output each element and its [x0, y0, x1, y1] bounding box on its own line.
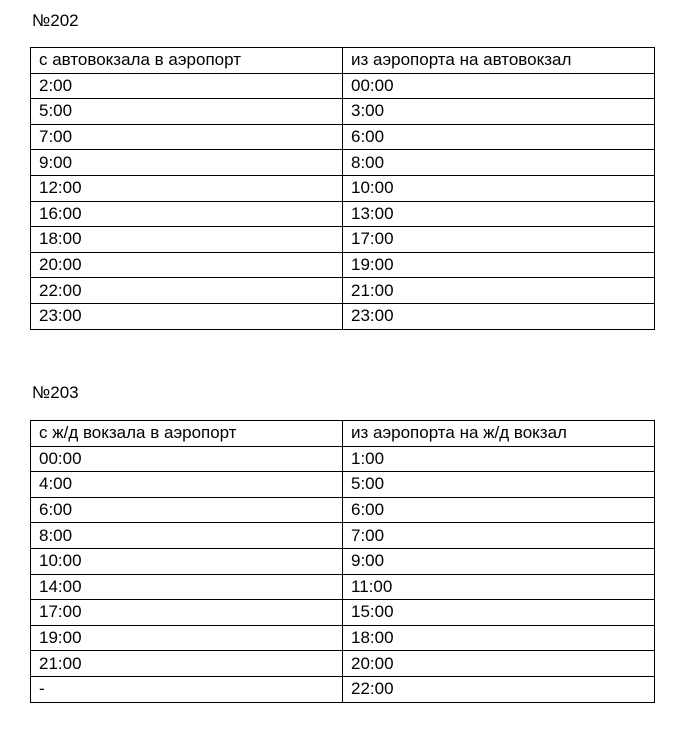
route-203-schedule-table — [30, 420, 655, 703]
table-row — [31, 150, 655, 176]
departure-to-airport: 21:00 — [31, 651, 343, 677]
table-row — [31, 124, 655, 150]
table-row — [31, 446, 655, 472]
departure-to-airport: 19:00 — [31, 625, 343, 651]
table-row — [31, 600, 655, 626]
departure-from-airport: 21:00 — [343, 278, 655, 304]
table-row — [31, 676, 655, 702]
departure-from-airport: 7:00 — [343, 523, 655, 549]
column-header-from-airport: из аэропорта на автовокзал — [343, 48, 655, 74]
departure-to-airport: - — [31, 676, 343, 702]
departure-to-airport: 17:00 — [31, 600, 343, 626]
departure-from-airport: 15:00 — [343, 600, 655, 626]
departure-from-airport: 6:00 — [343, 497, 655, 523]
departure-from-airport: 13:00 — [343, 201, 655, 227]
table-row — [31, 175, 655, 201]
table-row — [31, 303, 655, 329]
table-header-row — [31, 48, 655, 74]
table-row — [31, 99, 655, 125]
departure-to-airport: 10:00 — [31, 548, 343, 574]
departure-from-airport: 8:00 — [343, 150, 655, 176]
table-header-row — [31, 421, 655, 447]
departure-to-airport: 18:00 — [31, 227, 343, 253]
departure-to-airport: 2:00 — [31, 73, 343, 99]
departure-to-airport: 8:00 — [31, 523, 343, 549]
column-header-to-airport: с ж/д вокзала в аэропорт — [31, 421, 343, 447]
table-row — [31, 201, 655, 227]
departure-to-airport: 9:00 — [31, 150, 343, 176]
departure-from-airport: 18:00 — [343, 625, 655, 651]
departure-to-airport: 22:00 — [31, 278, 343, 304]
table-row — [31, 278, 655, 304]
departure-from-airport: 19:00 — [343, 252, 655, 278]
table-row — [31, 252, 655, 278]
departure-to-airport: 23:00 — [31, 303, 343, 329]
departure-from-airport: 9:00 — [343, 548, 655, 574]
departure-from-airport: 17:00 — [343, 227, 655, 253]
table-row — [31, 73, 655, 99]
departure-to-airport: 16:00 — [31, 201, 343, 227]
table-row — [31, 651, 655, 677]
table-row — [31, 625, 655, 651]
table-row — [31, 227, 655, 253]
departure-to-airport: 12:00 — [31, 175, 343, 201]
route-202-title: №202 — [32, 11, 79, 30]
route-203-title: №203 — [32, 383, 79, 402]
table-row — [31, 574, 655, 600]
departure-from-airport: 5:00 — [343, 472, 655, 498]
departure-to-airport: 00:00 — [31, 446, 343, 472]
table-row — [31, 523, 655, 549]
departure-from-airport: 3:00 — [343, 99, 655, 125]
departure-to-airport: 6:00 — [31, 497, 343, 523]
table-row — [31, 472, 655, 498]
departure-from-airport: 11:00 — [343, 574, 655, 600]
departure-to-airport: 4:00 — [31, 472, 343, 498]
departure-to-airport: 20:00 — [31, 252, 343, 278]
table-row — [31, 548, 655, 574]
column-header-from-airport: из аэропорта на ж/д вокзал — [343, 421, 655, 447]
departure-from-airport: 22:00 — [343, 676, 655, 702]
departure-from-airport: 1:00 — [343, 446, 655, 472]
departure-from-airport: 20:00 — [343, 651, 655, 677]
departure-from-airport: 6:00 — [343, 124, 655, 150]
departure-to-airport: 7:00 — [31, 124, 343, 150]
table-row — [31, 497, 655, 523]
departure-from-airport: 10:00 — [343, 175, 655, 201]
route-202-schedule-table — [30, 47, 655, 330]
departure-from-airport: 00:00 — [343, 73, 655, 99]
departure-to-airport: 5:00 — [31, 99, 343, 125]
column-header-to-airport: с автовокзала в аэропорт — [31, 48, 343, 74]
departure-to-airport: 14:00 — [31, 574, 343, 600]
departure-from-airport: 23:00 — [343, 303, 655, 329]
